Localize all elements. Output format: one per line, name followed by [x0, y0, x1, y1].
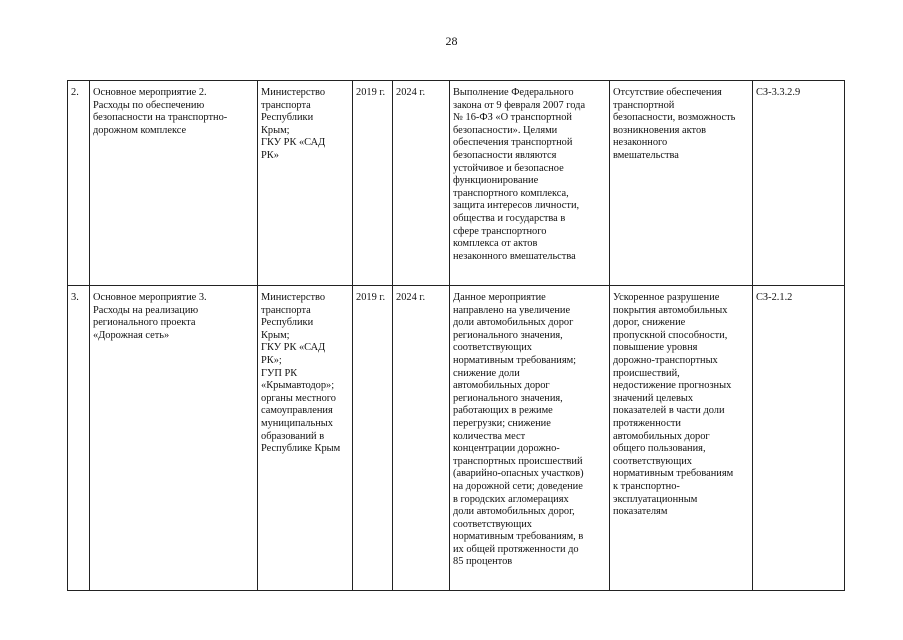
activities-table [67, 80, 845, 591]
executor-cell [258, 286, 353, 591]
activity-name-cell [90, 81, 258, 286]
indicator-code: СЗ-2.1.2 [756, 292, 793, 303]
consequences: Ускоренное разрушение покрытия автомобильных дорог, снижение пропускной способности, повышение уровня дорожно-транспортных происшествий, недостижение прогнозных значений целевых показателей в части доли протяженности автомобильных дорог общего пользования, соответствующих нормативным требованиям к транспортно- эксплуатационным показателям [613, 292, 734, 518]
start-year: 2019 г. [356, 87, 386, 98]
activity-name-cell [90, 286, 258, 591]
indicator-code: СЗ-3.3.2.9 [756, 87, 801, 98]
executor: Министерство транспорта Республики Крым; ГКУ РК «САД РК»; ГУП РК «Крымавтодор»; органы местного самоуправления муниципальных образований в Республике Крым [261, 292, 341, 455]
end-year: 2024 г. [396, 292, 426, 303]
page-number: 28 [445, 34, 458, 48]
row-number-cell [68, 286, 90, 591]
row-number: 3. [71, 292, 79, 303]
start-year: 2019 г. [356, 292, 386, 303]
table-row [68, 286, 845, 591]
consequences: Отсутствие обеспечения транспортной безопасности, возможность возникновения актов незаконного вмешательства [613, 87, 736, 161]
end-year-cell [393, 81, 450, 286]
table-row [68, 81, 845, 286]
start-year-cell [353, 286, 393, 591]
activity-name: Основное мероприятие 3. Расходы на реализацию регионального проекта «Дорожная сеть» [93, 292, 207, 341]
expected-result-cell [450, 81, 610, 286]
expected-result: Выполнение Федерального закона от 9 февраля 2007 года № 16-ФЗ «О транспортной безопасности». Целями обеспечения транспортной безопасности являются устойчивое и безопасное функционирование транспортного комплекса, защита интересов личности, общества и государства в сфере транспортного комплекса от актов незаконного вмешательства [453, 87, 586, 262]
row-number: 2. [71, 87, 79, 98]
activity-name: Основное мероприятие 2. Расходы по обеспечению безопасности на транспортно- дорожном комплексе [93, 87, 228, 136]
expected-result-cell [450, 286, 610, 591]
end-year: 2024 г. [396, 87, 426, 98]
end-year-cell [393, 286, 450, 591]
executor-cell [258, 81, 353, 286]
row-number-cell [68, 81, 90, 286]
indicator-code-cell [753, 81, 845, 286]
executor: Министерство транспорта Республики Крым; ГКУ РК «САД РК» [261, 87, 326, 161]
expected-result: Данное мероприятие направлено на увеличение доли автомобильных дорог регионального значения, соответствующих нормативным требованиям; снижение доли автомобильных дорог регионального значения, работающих в режиме перегрузки; снижение количества мест концентрации дорожно- транспортных происшествий (аварийно-опасных участков) на дорожной сети; доведение в городских агломерациях доли автомобильных дорог, соответствующих нормативным требованиям, в их общей протяженности до 85 процентов [453, 292, 584, 568]
consequences-cell [610, 81, 753, 286]
start-year-cell [353, 81, 393, 286]
indicator-code-cell [753, 286, 845, 591]
consequences-cell [610, 286, 753, 591]
